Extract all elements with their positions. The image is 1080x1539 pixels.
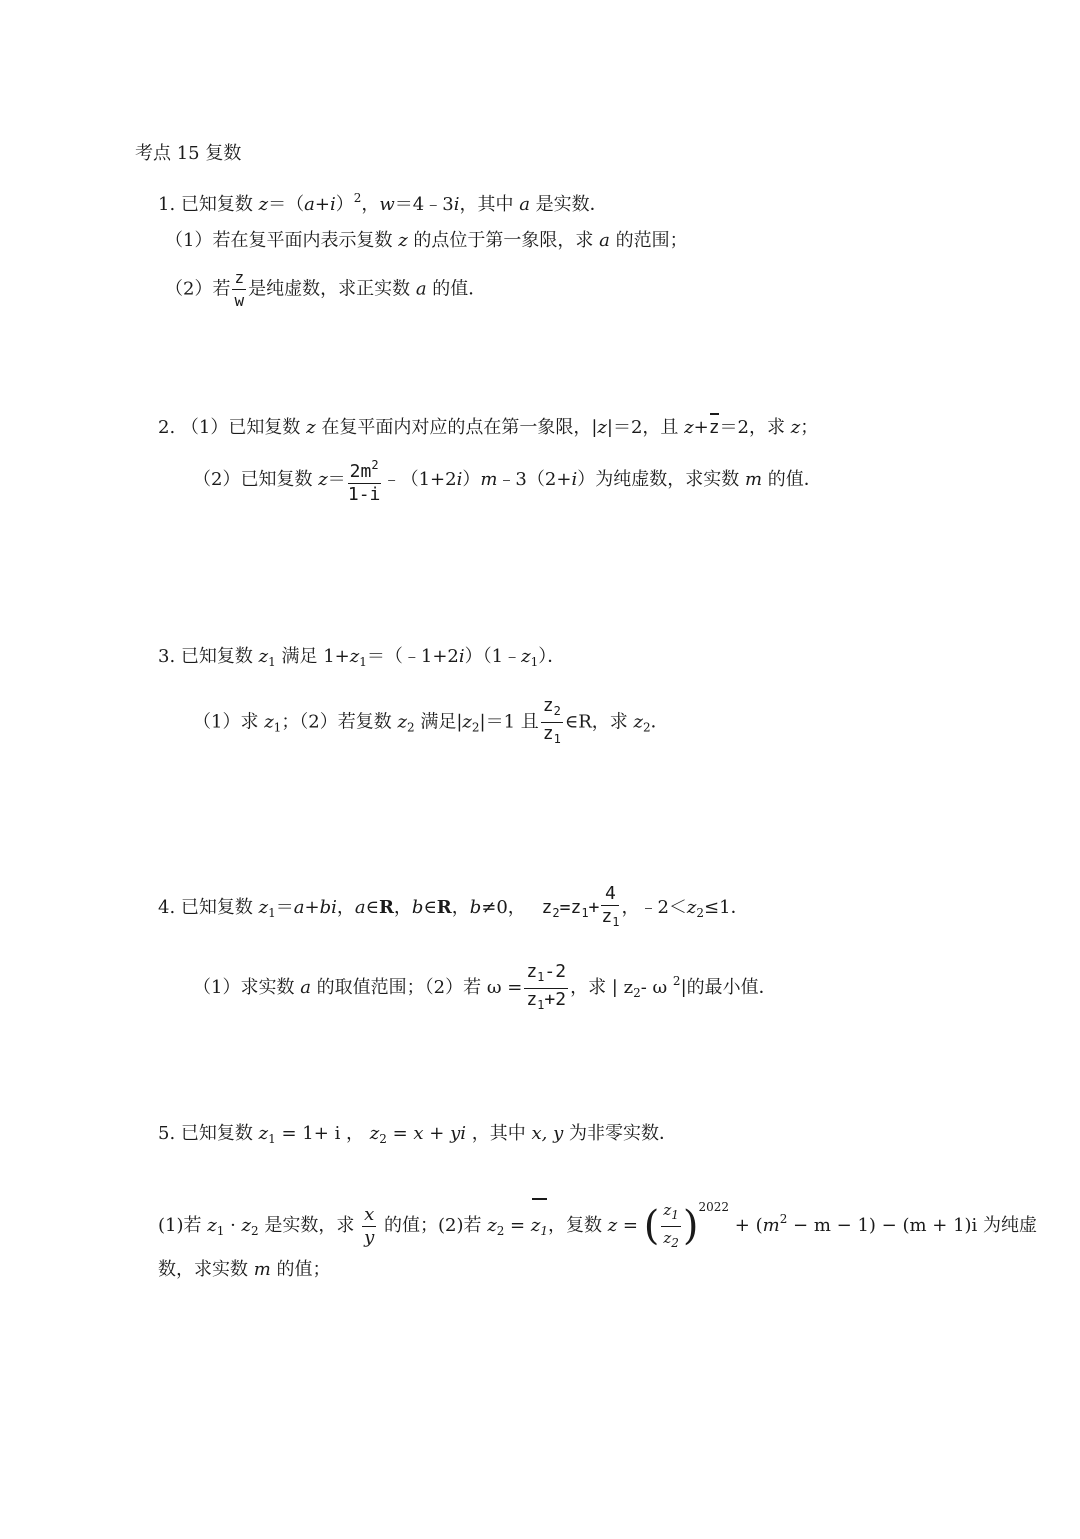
problem-5-parts: (1)若 $z_1 \cdot z_2$ 是实数，求 $\frac{x}{y}$ 的值；(2)若 $z_2 = z_1$，复数 z = ( $\frac{z_1}{z_2}$ )$^{2022} + (m^2 - m - 1) - (m + 1)i$ 为纯虚: [158, 1182, 1037, 1256]
fraction-z1-over-z2: $\frac{z_1}{z_2}$: [663, 1200, 679, 1250]
problem-number: 4.: [158, 897, 176, 918]
problem-number: 1.: [158, 194, 176, 215]
z-conjugate: z: [708, 417, 720, 438]
problem-4-stem: 4. 已知复数 $z_1=a+bi$，a∈R，b∈R，b≠0， $z_2=z_1+$ $\frac{4}{z_1}$ ，$﹣2<z_2\le 1$．: [158, 884, 749, 935]
problem-3-stem: 3. 已知复数 $z_1$ 满足 $1+z_1=(﹣1+2i)(1﹣z_1)$．: [158, 646, 566, 669]
section-title: 考点 15 复数: [135, 143, 242, 164]
right-paren: ): [682, 1203, 699, 1249]
problem-3-parts: （1）求 $z_1$；（2）若复数 $z_2$ 满足$|z_2|=1$ 且 $\frac{z_2}{z_1}$ ∈R，求 $z_2$．: [193, 696, 669, 751]
fraction-z2-over-z1: $\frac{z_2}{z_1}$: [542, 695, 561, 746]
left-paren: (: [643, 1203, 660, 1249]
fraction-2m2-over-1-i: $\frac{2m^2}{1-i}$: [348, 455, 381, 505]
problem-2-part-2: （2）已知复数 z＝ $\frac{2m^2}{1-i}$ ﹣（1+2i）m﹣3（2+i）为纯虚数，求实数 m 的值．: [193, 455, 822, 505]
problem-1-stem: 1. 已知复数 $z=(a+i)^2$，w＝4﹣3i，其中 a 是实数．: [158, 191, 608, 215]
fraction-omega: $\frac{z_1-2}{z_1+2}$: [526, 960, 567, 1012]
problem-5-continuation: 数，求实数 m 的值；: [158, 1259, 331, 1280]
fraction-4-over-z1: $\frac{4}{z_1}$: [601, 883, 620, 929]
problem-1-part-1: （1）若在复平面内表示复数 z 的点位于第一象限，求 a 的范围；: [165, 230, 688, 251]
z2-definition: $z_2=z_1+$ $\frac{4}{z_1}$: [542, 897, 622, 918]
fraction-z-over-w: $\frac{z}{w}$: [234, 268, 245, 310]
z1-conjugate: $z_1$: [531, 1201, 548, 1256]
fraction-x-over-y: $\frac{x}{y}$: [364, 1203, 375, 1248]
problem-1-part-2: （2）若 $\frac{z}{w}$ 是纯虚数，求正实数 a 的值．: [165, 268, 487, 310]
problem-number: 2.: [158, 417, 176, 438]
problem-number: 5.: [158, 1123, 176, 1144]
problem-4-parts: （1）求实数 a 的取值范围；（2）若 ω = $\frac{z_1-2}{z_1+2}$ ，求 | $z_2-$ ω $^2$|的最小值．: [193, 958, 777, 1016]
problem-number: 3.: [158, 646, 176, 667]
problem-5-stem: 5. 已知复数 $z_1 = 1+ i$ ， $z_2 = x$ + yi ，其中 x, y 为非零实数．: [158, 1123, 677, 1146]
problem-2-part-1: 2. （1）已知复数 z 在复平面内对应的点在第一象限，|z|＝2，且 z+z＝2，求 z；: [158, 417, 819, 438]
